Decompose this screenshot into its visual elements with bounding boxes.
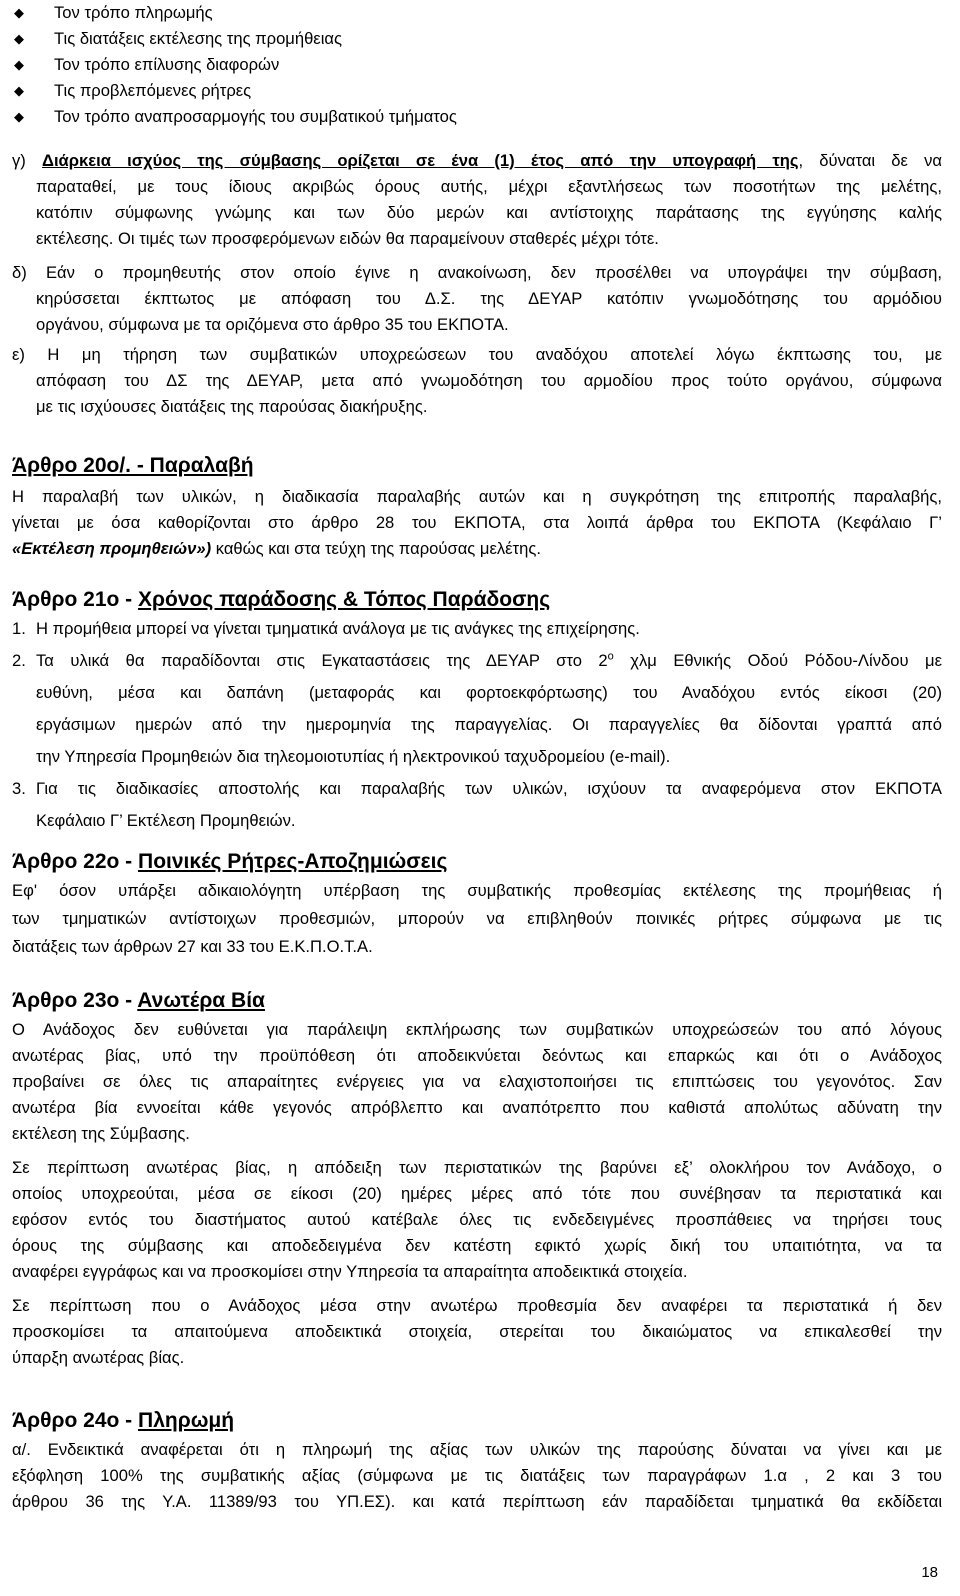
article-23-paragraph-1: Ο Ανάδοχος δεν ευθύνεται για παράλειψη εκπλήρωσης των συμβατικών υποχρεώσεών του από λόγους ανωτέρας βίας, υπό την προϋπόθεση ότι αποδεικνύεται δεόντως και επαρκώς και ότι ο Ανάδοχος προβαίνει σε όλες τις απαραίτητες ενέργειες για να ελαχιστοποιήσει τις επιπτώσεις του γεγονότος. Σαν ανωτέρα βία εννοείται κάθε γεγονός απρόβλεπτο και αναπότρεπτο που καθιστά απολύτως αδύνατη την εκτέλεση της Σύμβασης. — [12, 1020, 942, 1143]
diamond-bullet-icon: ◆ — [14, 83, 24, 98]
article-20-title: Άρθρο 20ο/. - Παραλαβή — [12, 454, 254, 477]
diamond-bullet-icon: ◆ — [14, 109, 24, 124]
list-item: 2. Τα υλικά θα παραδίδονται στις Εγκαταστάσεις της ΔΕΥΑΡ στο $2^o$ χλμ Εθνικής Οδού Ρόδου-Λίνδου με — [12, 650, 942, 670]
bullet-list — [12, 0, 942, 130]
article-23-title: Άρθρο 23ο - Ανωτέρα Βία — [12, 989, 265, 1012]
diamond-bullet-icon: ◆ — [14, 5, 24, 20]
article-21: Άρθρο 21ο - Χρόνος παράδοσης & Τόπος Παράδοσης 1. Η προμήθεια μπορεί να γίνεται τμηματικά ανάλογα με τις ανάγκες της επιχείρησης. 2. Τα υλικά θα παραδίδονται στις Εγκαταστάσεις της ΔΕΥΑΡ στο $2^o$ χλμ Εθνικής Οδού Ρόδου-Λίνδου με ευθύνη, μέσα και δαπάνη (μεταφοράς και φορτοεκφόρτωσης) του Αναδόχου εντός είκοσι (20) εργάσιμων ημερών από την ημερομηνία της παραγγελίας. Οι παραγγελίες θα δίδονται γραπτά από την Υπηρεσία Προμηθειών δια τηλεομοιοτυπίας ή ηλεκτρονικού ταχυδρομείου (e-mail). 3. Για τις διαδικασίες αποστολής και παραλαβής των υλικών, ισχύουν τα αναφερόμενα στον ΕΚΠΟΤΑ Κεφάλαιο Γ’ Εκτέλεση Προμηθειών. — [12, 588, 942, 830]
list-item: 1. Η προμήθεια μπορεί να γίνεται τμηματικά ανάλογα με τις ανάγκες της επιχείρησης. — [12, 619, 640, 638]
article-23-paragraph-3: Σε περίπτωση που ο Ανάδοχος μέσα στην ανωτέρω προθεσμία δεν αναφέρει τα περιστατικά ή δεν προσκομίσει τα απαιτούμενα αποδεικτικά στοιχεία, στερείται του δικαιώματος να επικαλεσθεί την ύπαρξη ανωτέρας βίας. — [12, 1296, 942, 1367]
clause-gamma: γ) Διάρκεια ισχύος της σύμβασης ορίζεται σε ένα (1) έτος από την υπογραφή της, δύναται δε να παραταθεί, με τους ίδιους ακριβώς όρους αυτής, μέχρι εξαντλήσεως των ποσοτήτων της μελέτης, κατόπιν σύμφωνης γνώμης και των δύο μερών και αντίστοιχης παράτασης της εγγύησης καλής εκτέλεσης. Οι τιμές των προσφερόμενων ειδών θα παραμείνουν σταθερές μέχρι τότε. — [12, 151, 942, 248]
clause-delta: δ) Εάν ο προμηθευτής στον οποίο έγινε η ανακοίνωση, δεν προσέλθει να υπογράψει την σύμβαση, κηρύσσεται έκπτωτος με απόφαση του Δ.Σ. της ΔΕΥΑΡ κατόπιν γνωμοδότησης του αρμόδιου οργάνου, σύμφωνα με τα οριζόμενα στο άρθρο 35 του ΕΚΠΟΤΑ. — [12, 263, 942, 334]
article-22: Άρθρο 22ο - Ποινικές Ρήτρες-Αποζημιώσεις Εφ' όσον υπάρξει αδικαιολόγητη υπέρβαση της συμβατικής προθεσμίας εκτέλεσης της προμήθειας ή των τμηματικών αντίστοιχων προθεσμιών, μπορούν να επιβληθούν ποινικές ρήτρες σύμφωνα με τις διατάξεις των άρθρων 27 και 33 του Ε.Κ.Π.Ο.Τ.Α. — [12, 850, 942, 956]
article-23-paragraph-2: Σε περίπτωση ανωτέρας βίας, η απόδειξη των περιστατικών της βαρύνει εξ’ ολοκλήρου τον Ανάδοχο, ο οποίος υποχρεούται, μέσα σε είκοσι (20) ημέρες μέρες από τότε που συνέβησαν τα περιστατικά και εφόσον εντός του διαστήματος αυτού κατέβαλε όλες τις ενδεδειγμένες προσπάθειες να τηρήσει τους όρους της σύμβασης και αποδεδειγμένα δεν κατέστη εφικτό χωρίς δική του υπαιτιότητα, να τα αναφέρει εγγράφως και να προσκομίσει στην Υπηρεσία τα απαραίτητα αποδεικτικά στοιχεία. — [12, 1158, 942, 1281]
article-22-title: Άρθρο 22ο - Ποινικές Ρήτρες-Αποζημιώσεις — [12, 850, 448, 873]
article-21-title: Άρθρο 21ο - Χρόνος παράδοσης & Τόπος Παράδοσης — [12, 588, 551, 611]
article-24: Άρθρο 24ο - Πληρωμή α/. Ενδεικτικά αναφέρεται ότι η πληρωμή της αξίας των υλικών της παρούσης δύναται να γίνει και με εξόφληση 100% της συμβατικής αξίας (σύμφωνα με τις διατάξεις των παραγράφων 1.α , 2 και 3 του άρθρου 36 της Υ.Α. 11389/93 του ΥΠ.ΕΣ). και κατά περίπτωση εάν παραδίδεται τμηματικά θα εκδίδεται — [12, 1409, 942, 1511]
bullet-item: ◆ Τις διατάξεις εκτέλεσης της προμήθειας — [12, 26, 942, 52]
diamond-bullet-icon: ◆ — [14, 31, 24, 46]
bullet-item: ◆ Τον τρόπο αναπροσαρμογής του συμβατικού τμήματος — [12, 104, 942, 130]
list-item: 3. Για τις διαδικασίες αποστολής και παραλαβής των υλικών, ισχύουν τα αναφερόμενα στον ΕΚΠΟΤΑ — [12, 779, 942, 798]
page-number: 18 — [921, 1564, 938, 1581]
article-23 — [12, 987, 942, 1371]
clause-epsilon: ε) Η μη τήρηση των συμβατικών υποχρεώσεων του αναδόχου αποτελεί λόγω έκπτωσης του, με απόφαση του ΔΣ της ΔΕΥΑΡ, μετα από γνωμοδότηση του αρμοδίου προς τούτο οργάνου, σύμφωνα με τις ισχύουσες διατάξεις της παρούσας διακήρυξης. — [12, 345, 942, 416]
bullet-item: ◆ Τον τρόπο επίλυσης διαφορών — [12, 52, 942, 78]
bullet-item: ◆ Τις προβλεπόμενες ρήτρες — [12, 78, 942, 104]
diamond-bullet-icon: ◆ — [14, 57, 24, 72]
bullet-item: ◆ Τον τρόπο πληρωμής — [12, 0, 942, 26]
article-20: Άρθρο 20ο/. - Παραλαβή Η παραλαβή των υλικών, η διαδικασία παραλαβής αυτών και η συγκρότηση της επιτροπής παραλαβής, γίνεται με όσα καθορίζονται στο άρθρο 28 του ΕΚΠΟΤΑ, στα λοιπά άρθρα του ΕΚΠΟΤΑ (Κεφάλαιο Γ’ «Εκτέλεση προμηθειών») καθώς και στα τεύχη της παρούσας μελέτης. — [12, 454, 942, 558]
article-24-title: Άρθρο 24ο - Πληρωμή — [12, 1409, 235, 1432]
